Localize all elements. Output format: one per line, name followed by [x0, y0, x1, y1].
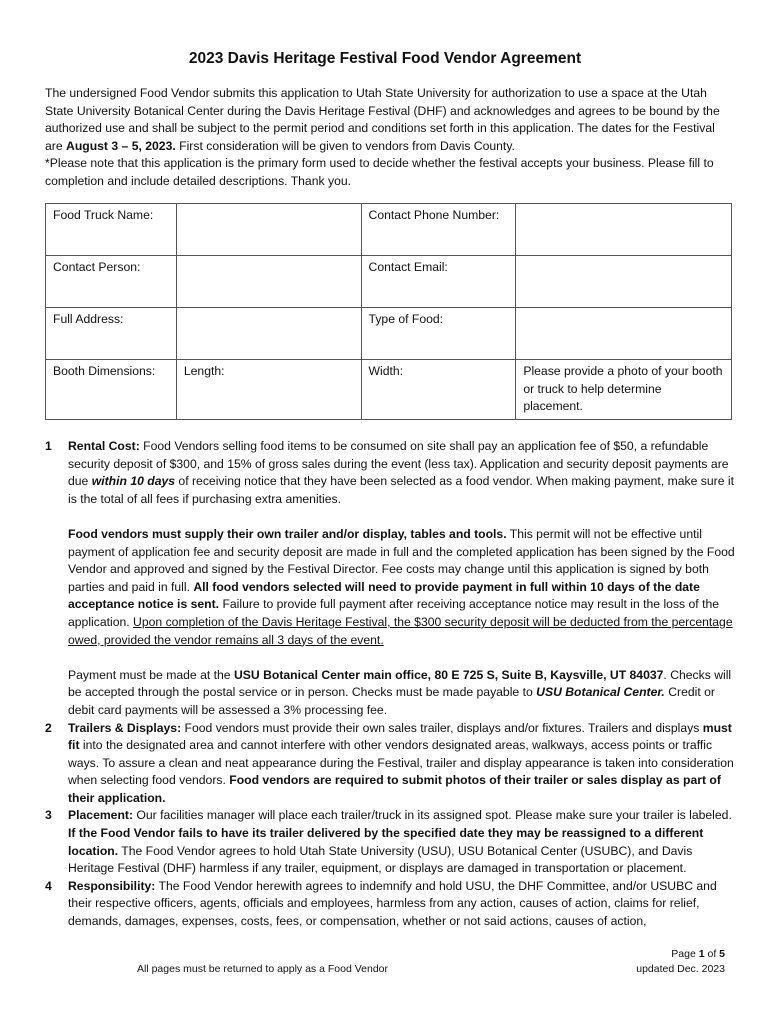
page-number	[636, 947, 725, 962]
photo-note: Please provide a photo of your booth or truck to help determine placement.	[516, 360, 732, 420]
term-number: 4	[45, 878, 52, 893]
contact-person-label: Contact Person:	[46, 256, 177, 308]
food-truck-name-field[interactable]	[176, 204, 361, 256]
contact-email-label: Contact Email:	[361, 256, 516, 308]
contact-phone-label: Contact Phone Number:	[361, 204, 516, 256]
booth-dimensions-label: Booth Dimensions:	[46, 360, 177, 420]
table-row	[46, 360, 732, 420]
term-heading: Responsibility:	[68, 878, 156, 893]
term-number: 2	[45, 720, 52, 735]
term-text: The Food Vendor herewith agrees to indemnify and hold USU, the DHF Committee, and/or USUBC and their respective officers, agents, officials and employees, harmless from any action, causes of action, claims for relief, demands, damages, expenses, costs, fees, or compensation, whether or not said actions, causes of action,	[68, 878, 717, 929]
due-window: within 10 days	[91, 474, 176, 489]
width-field[interactable]: Width:	[361, 360, 516, 420]
intro-section	[45, 85, 735, 191]
footer-note: All pages must be returned to apply as a Food Vendor	[137, 963, 388, 975]
footer-page-info	[636, 947, 725, 977]
food-truck-name-label: Food Truck Name:	[46, 204, 177, 256]
contact-email-field[interactable]	[516, 256, 732, 308]
term-bold-text: Food vendors are required to submit photos of their trailer or sales display as part of their application.	[68, 773, 721, 805]
term-heading: Trailers & Displays:	[68, 720, 182, 735]
table-row	[46, 256, 732, 308]
responsibility-paragraph	[68, 878, 735, 931]
term-text: . Checks will be accepted through the postal service or in person. Checks must be made payable to	[68, 667, 732, 700]
table-row	[46, 308, 732, 360]
full-address-label: Full Address:	[46, 308, 177, 360]
page-prefix: Page	[671, 948, 699, 960]
term-text: Credit or debit card payments will be assessed a 3% processing fee.	[68, 685, 715, 717]
length-field[interactable]: Length:	[176, 360, 361, 420]
term-rental-cost	[45, 438, 735, 720]
rental-cost-paragraph	[68, 438, 735, 508]
payment-paragraph	[68, 667, 735, 720]
type-of-food-field[interactable]	[516, 308, 732, 360]
festival-dates: August 3 – 5, 2023.	[66, 138, 176, 153]
payee-name: USU Botanical Center.	[536, 685, 665, 700]
deposit-note: Upon completion of the Davis Heritage Festival, the $300 security deposit will be deducted from the percentage owed, provided the vendor remains all 3 days of the event.	[68, 614, 733, 647]
full-address-field[interactable]	[176, 308, 361, 360]
trailers-paragraph	[68, 720, 735, 808]
term-number: 3	[45, 808, 52, 823]
term-text: Payment must be made at the	[68, 667, 234, 682]
term-text: into the designated area and cannot interfere with other vendors designated areas, walkways, access points or traffic ways. To assure a clean and neat appearance during the Festival, trailer and display appearance is taken into consideration when selecting food vendors.	[68, 738, 734, 788]
term-bold-text: Food vendors must supply their own trailer and/or display, tables and tools.	[68, 526, 507, 541]
term-trailers-displays	[45, 720, 735, 808]
term-bold-text: If the Food Vendor fails to have its trailer delivered by the specified date they may be reassigned to a different location.	[68, 826, 704, 858]
term-bold-text: must fit	[68, 720, 732, 753]
intro-note: *Please note that this application is the primary form used to decide whether the festival accepts your business. Please fill to completion and include detailed descriptions. Thank you.	[45, 156, 714, 188]
term-text: of receiving notice that they have been selected as a food vendor. When making payment, make sure it is the total of all fees if purchasing extra amenities.	[68, 474, 734, 506]
term-text: The Food Vendor agrees to hold Utah State University (USU), USU Botanical Center (USUBC), and Davis Heritage Festival (DHF) harmless if any trailer, equipment, or displays are damaged in transportation or placement.	[68, 843, 693, 876]
page-title: 2023 Davis Heritage Festival Food Vendor Agreement	[188, 50, 582, 67]
term-number: 1	[45, 439, 52, 453]
terms-section	[45, 438, 735, 931]
intro-text-b: First consideration will be given to vendors from Davis County.	[175, 138, 515, 153]
page-total: 5	[719, 948, 725, 960]
contact-person-field[interactable]	[176, 256, 361, 308]
page-current: 1	[698, 948, 705, 960]
intro-paragraph	[45, 85, 735, 155]
term-placement	[45, 807, 735, 877]
term-text: Food Vendors selling food items to be consumed on site shall pay an application fee of $50, a refundable security deposit of $300, and 15% of gross sales during the event (less tax). Application and security deposit payments are due	[68, 439, 729, 489]
vendor-info-table	[45, 203, 732, 420]
updated-date: updated Dec. 2023	[636, 963, 725, 975]
term-text: Our facilities manager will place each trailer/truck in its assigned spot. Please make sure your trailer is labeled.	[133, 808, 732, 823]
term-text: Food vendors must provide their own sales trailer, displays and/or fixtures. Trailers and displays	[181, 720, 703, 735]
term-text: Failure to provide full payment after receiving acceptance notice may result in the loss of the application.	[68, 597, 720, 629]
term-responsibility	[45, 878, 735, 931]
office-address: USU Botanical Center main office, 80 E 725 S, Suite B, Kaysville, UT 84037	[233, 667, 664, 682]
placement-paragraph	[68, 807, 735, 877]
table-row	[46, 204, 732, 256]
term-bold-text: All food vendors selected will need to provide payment in full within 10 days of the date acceptance notice is sent.	[68, 579, 700, 612]
type-of-food-label: Type of Food:	[361, 308, 516, 360]
term-heading: Rental Cost:	[68, 439, 140, 453]
term-heading: Placement:	[68, 808, 134, 823]
page-of: of	[704, 948, 720, 960]
contact-phone-field[interactable]	[516, 204, 732, 256]
trailer-requirement-paragraph	[68, 526, 735, 649]
term-text: This permit will not be effective until payment of application fee and security deposit are made in full and the completed application has been signed by the Food Vendor and approved and signed by the Festival Director. Fee costs may change until this application is signed by both parties and paid in full.	[68, 526, 735, 594]
intro-text-a: The undersigned Food Vendor submits this application to Utah State University for authorization to use a space at the Utah State University Botanical Center during the Davis Heritage Festival (DHF) and acknowledges and agrees to be bound by the authorized use and shall be subject to the permit period and conditions set forth in this application. The dates for the Festival are	[45, 86, 720, 153]
